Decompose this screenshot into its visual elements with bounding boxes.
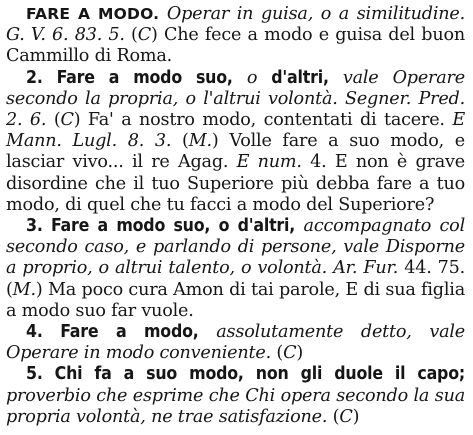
entry-text-segment: ) [352,406,360,427]
entry-text-segment: proverbio che esprime che Chi opera secondo la sua propria volontà, ne trae satisfazione. [6,385,465,427]
entry-text-segment: C [137,25,151,46]
entry-text-segment: ( [124,25,138,46]
entry-sense-2 [6,68,465,216]
entry-text-segment: d'altri, [271,67,329,88]
entry-text-segment: 4. E non è grave disordine che il tuo Superiore più debba fare a tuo modo, di quel che tu facci a modo del Superiore? [6,152,465,215]
entry-text-segment: assolutamente detto, vale Operare in modo conveniente. [6,322,465,364]
entry-text-segment: Fare a modo suo, [56,67,233,88]
entry-text-segment: ( [46,110,61,131]
entry-text-segment: Chi fa a suo modo, non gli duole il capo; [54,364,465,385]
entry-text-segment: M. [12,279,36,300]
entry-text-segment: 3. [26,216,51,237]
entry-text-segment: FARE A MODO. [26,5,160,23]
entry-text-segment: E Mann. Lugl. 8. 3. [6,110,465,152]
entry-text-segment [159,4,167,24]
entry-text-segment: vale Operare secondo la propria, o l'altrui volontà. Segner. Pred. 2. 6. [6,67,465,131]
entry-sense-3 [6,216,465,322]
entry-text-segment: Fare a modo suo, o d'altri, [50,216,296,237]
entry-text-segment [199,322,217,342]
entry-text-segment: M. [188,131,212,152]
entry-text-segment: Fare a modo, [60,322,199,343]
entry-text-segment: Operar in guisa, o a similitudine. G. V. 6. 83. 5. [6,4,465,46]
entry-text-segment: C [60,110,74,131]
entry-text-segment: ) [296,343,303,364]
entry-text-segment: ) Volle fare a suo modo, e lasciar vivo... il re Agag. [6,131,465,173]
entry-text-segment: 4. [26,322,61,343]
entry-text-segment [329,68,343,88]
entry-main [6,4,465,68]
entry-text-segment: ( [327,406,340,427]
entry-text-segment: C [339,406,353,427]
entry-text-segment: o [246,67,258,88]
entry-text-segment: 2. [26,67,57,88]
entry-text-segment: ) Che fece a modo e guisa del buon Cammillo di Roma. [6,25,465,67]
entry-text-segment: C [283,343,297,364]
entry-sense-4 [6,322,465,364]
entry-text-segment [233,68,247,88]
entry-text-segment: accompagnato col secondo caso, e parlando di persone, vale Disporne a proprio, o altrui talento, o volontà. Ar. Fur. [6,216,465,279]
entry-text-segment: E num. [236,152,302,173]
entry-text-segment: ) Fa' a nostro modo, contentati di tacere. [73,110,453,131]
entry-text-segment: ( [171,131,189,152]
entry-text-segment: ) Ma poco cura Amon di tai parole, E di sua figlia a modo suo far vuole. [6,279,465,321]
entry-text-segment: 44. 75. ( [6,258,466,300]
entry-text-segment: ( [271,343,284,364]
entry-text-segment: 5. [26,364,55,385]
entry-text-segment [257,68,271,88]
entry-text-segment [295,216,303,236]
entry-sense-5 [6,364,465,428]
